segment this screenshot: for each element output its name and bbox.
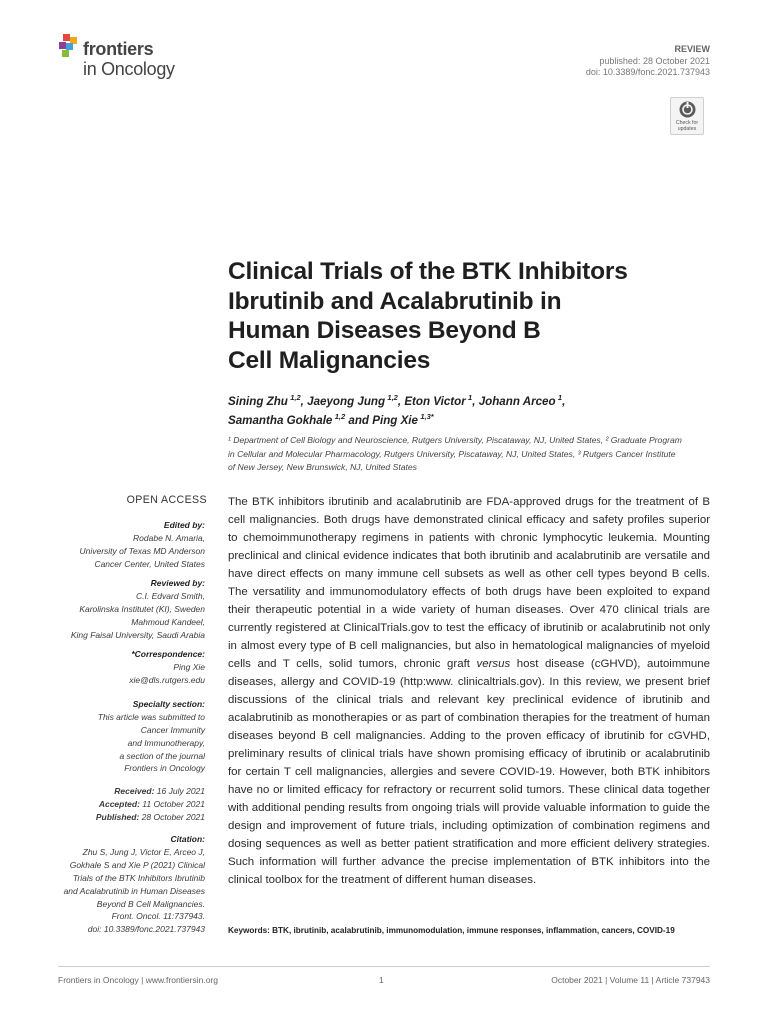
sidebar-line: C.I. Edvard Smith, <box>136 591 205 602</box>
section-heading: Citation: <box>170 834 205 845</box>
footer-issue-info: October 2021 | Volume 11 | Article 737943 <box>551 975 710 985</box>
check-for-updates-icon <box>679 101 696 118</box>
sidebar-line: Front. Oncol. 11:737943. <box>111 911 205 922</box>
sidebar-line: This article was submitted to <box>97 711 205 722</box>
title-line: Human Diseases Beyond B <box>228 317 541 345</box>
author[interactable]: Samantha Gokhale $^{1,2}$ and <box>228 412 369 427</box>
sidebar-line: Gokhale S and Xie P (2021) Clinical <box>69 859 205 870</box>
check-for-updates-label: Check for updates <box>675 120 699 132</box>
section-heading: Specialty section: <box>132 698 205 709</box>
citation-section <box>40 833 205 936</box>
sidebar-line: Beyond B Cell Malignancies. <box>96 898 205 909</box>
article-doi[interactable]: doi: 10.3389/fonc.2021.737943 <box>585 67 710 77</box>
author-list <box>228 390 708 428</box>
section-heading: Reviewed by: <box>150 578 205 589</box>
sidebar-line: Zhu S, Jung J, Victor E, Arceo J, <box>82 846 205 857</box>
sidebar-line: and Acalabrutinib in Human Diseases <box>63 885 205 896</box>
article-info-sidebar <box>40 519 205 943</box>
sidebar-line: Karolinska Institutet (KI), Sweden <box>79 603 205 614</box>
journal-logo[interactable] <box>58 34 198 82</box>
author-line <box>228 409 708 428</box>
logo-word-journal: in Oncology <box>83 59 175 79</box>
published-date-sidebar: Published: 28 October 2021 <box>95 812 205 823</box>
sidebar-line: Rodabe N. Amaria, <box>133 532 205 543</box>
author-line <box>228 390 708 409</box>
correspondence-section <box>40 648 205 687</box>
correspondence-name: Ping Xie <box>173 662 205 673</box>
affiliations <box>228 434 708 475</box>
sidebar-line: University of Texas MD Anderson <box>79 545 205 556</box>
footer-divider <box>58 966 710 967</box>
sidebar-line: Trials of the BTK Inhibitors Ibrutinib <box>72 872 205 883</box>
article-header-meta <box>586 44 710 79</box>
article-type: REVIEW <box>674 44 710 54</box>
reviewed-by-section <box>40 577 205 642</box>
section-heading: Edited by: <box>163 520 205 530</box>
correspondence-email-link[interactable]: xie@dls.rutgers.edu <box>129 674 205 685</box>
author[interactable]: Eton Victor $^1$, <box>404 393 476 408</box>
author[interactable]: Ping Xie $^{1,3*}$ <box>372 412 434 427</box>
edited-by-section <box>40 519 205 571</box>
section-heading: *Correspondence: <box>131 649 205 660</box>
specialty-section <box>40 698 205 775</box>
open-access-label: OPEN ACCESS <box>126 494 207 506</box>
check-for-updates-badge[interactable] <box>670 97 704 135</box>
page-number: 1 <box>379 975 384 985</box>
sidebar-line: Mahmoud Kandeel, <box>131 616 205 627</box>
title-line: Cell Malignancies <box>228 346 431 374</box>
author[interactable]: Jaeyong Jung $^{1,2}$, <box>307 393 402 408</box>
sidebar-line: Cancer Immunity <box>140 724 205 735</box>
sidebar-line: a section of the journal <box>119 750 205 761</box>
abstract-text: The BTK inhibitors ibrutinib and acalabrutinib are FDA-approved drugs for the treatment of B cell malignancies. Both drugs have demonstrated clinical efficacy and safety profiles superior to chemoimmunotherapy regimens in patients with chronic lymphocytic leukemia. Mounting preclinical and clinical evidence indicates that both ibrutinib and acalabrutinib are versatile and have direct effects on many immune cell subsets as well as other cell types beyond B cells. The versatility and immunomodulatory effects of both drugs have been exploited to expand their therapeutic potential in a wide variety of human diseases. Over 470 clinical trials are currently registered at ClinicalTrials.gov to test the efficacy of ibrutinib or acalabrutinib not only in almost every type of B cell malignancies, but also in hematological malignancies of myeloid cells and T cells, solid tumors, chronic graft versus host disease (cGHVD), autoimmune diseases, allergy and COVID-19 (http:www. clinicaltrials.gov). In this review, we present brief discussions of the clinical trials and relevant key preclinical evidence of ibrutinib and acalabrutinib as monotherapies or as part of combination therapies for the treatment of human diseases beyond B cell malignancies. Adding to the proven efficacy of ibrutinib for cGVHD, preliminary results of clinical trials have shown promising efficacy of ibrutinib or acalabrutinib for certain T cell malignancies, allergies and severe COVID-19. However, both BTK inhibitors have no or limited efficacy for refractory or recurrent solid tumors. These clinical data together with additional pending results from ongoing trials will provide valuable information to guide the design and improvement of future trials, including optimization of combination regimens and dosing sequences as well as better patient stratification and more efficient delivery strategies. Such information will further advance the precise implementation of BTK inhibitors into the clinical toolbox for the treatment of different human diseases. <box>228 496 710 886</box>
accepted-date: Accepted: 11 October 2021 <box>98 799 205 810</box>
citation-doi[interactable]: doi: 10.3389/fonc.2021.737943 <box>87 924 205 935</box>
frontiers-logo-mark-icon <box>58 34 80 58</box>
sidebar-line: King Faisal University, Saudi Arabia <box>70 629 205 640</box>
sidebar-line: Cancer Center, United States <box>94 558 205 569</box>
author[interactable]: Johann Arceo $^1$, <box>478 393 566 408</box>
title-line: Ibrutinib and Acalabrutinib in <box>228 287 562 315</box>
sidebar-line: Frontiers in Oncology <box>124 763 205 774</box>
affiliation-line: in Cellular and Molecular Pharmacology, Rutgers University, Piscataway, NJ, United States, ³ Rutgers Cancer Institute <box>228 448 676 459</box>
footer-journal-link[interactable]: Frontiers in Oncology | www.frontiersin.org <box>58 975 218 985</box>
affiliation-line: ¹ Department of Cell Biology and Neuroscience, Rutgers University, Piscataway, NJ, United States, ² Graduate Program <box>228 435 682 445</box>
received-date: Received: 16 July 2021 <box>114 786 205 797</box>
published-date: published: 28 October 2021 <box>599 55 710 66</box>
dates-section <box>40 785 205 824</box>
affiliation-line: of New Jersey, New Brunswick, NJ, United States <box>228 462 417 473</box>
article-title <box>228 257 708 375</box>
sidebar-line: and Immunotherapy, <box>127 737 205 748</box>
logo-word-frontiers: frontiers <box>83 39 154 59</box>
keywords: Keywords: BTK, ibrutinib, acalabrutinib, immunomodulation, immune responses, inflammation, cancers, COVID-19 <box>228 926 675 935</box>
title-line: Clinical Trials of the BTK Inhibitors <box>228 258 628 285</box>
author[interactable]: Sining Zhu $^{1,2}$, <box>228 393 304 408</box>
